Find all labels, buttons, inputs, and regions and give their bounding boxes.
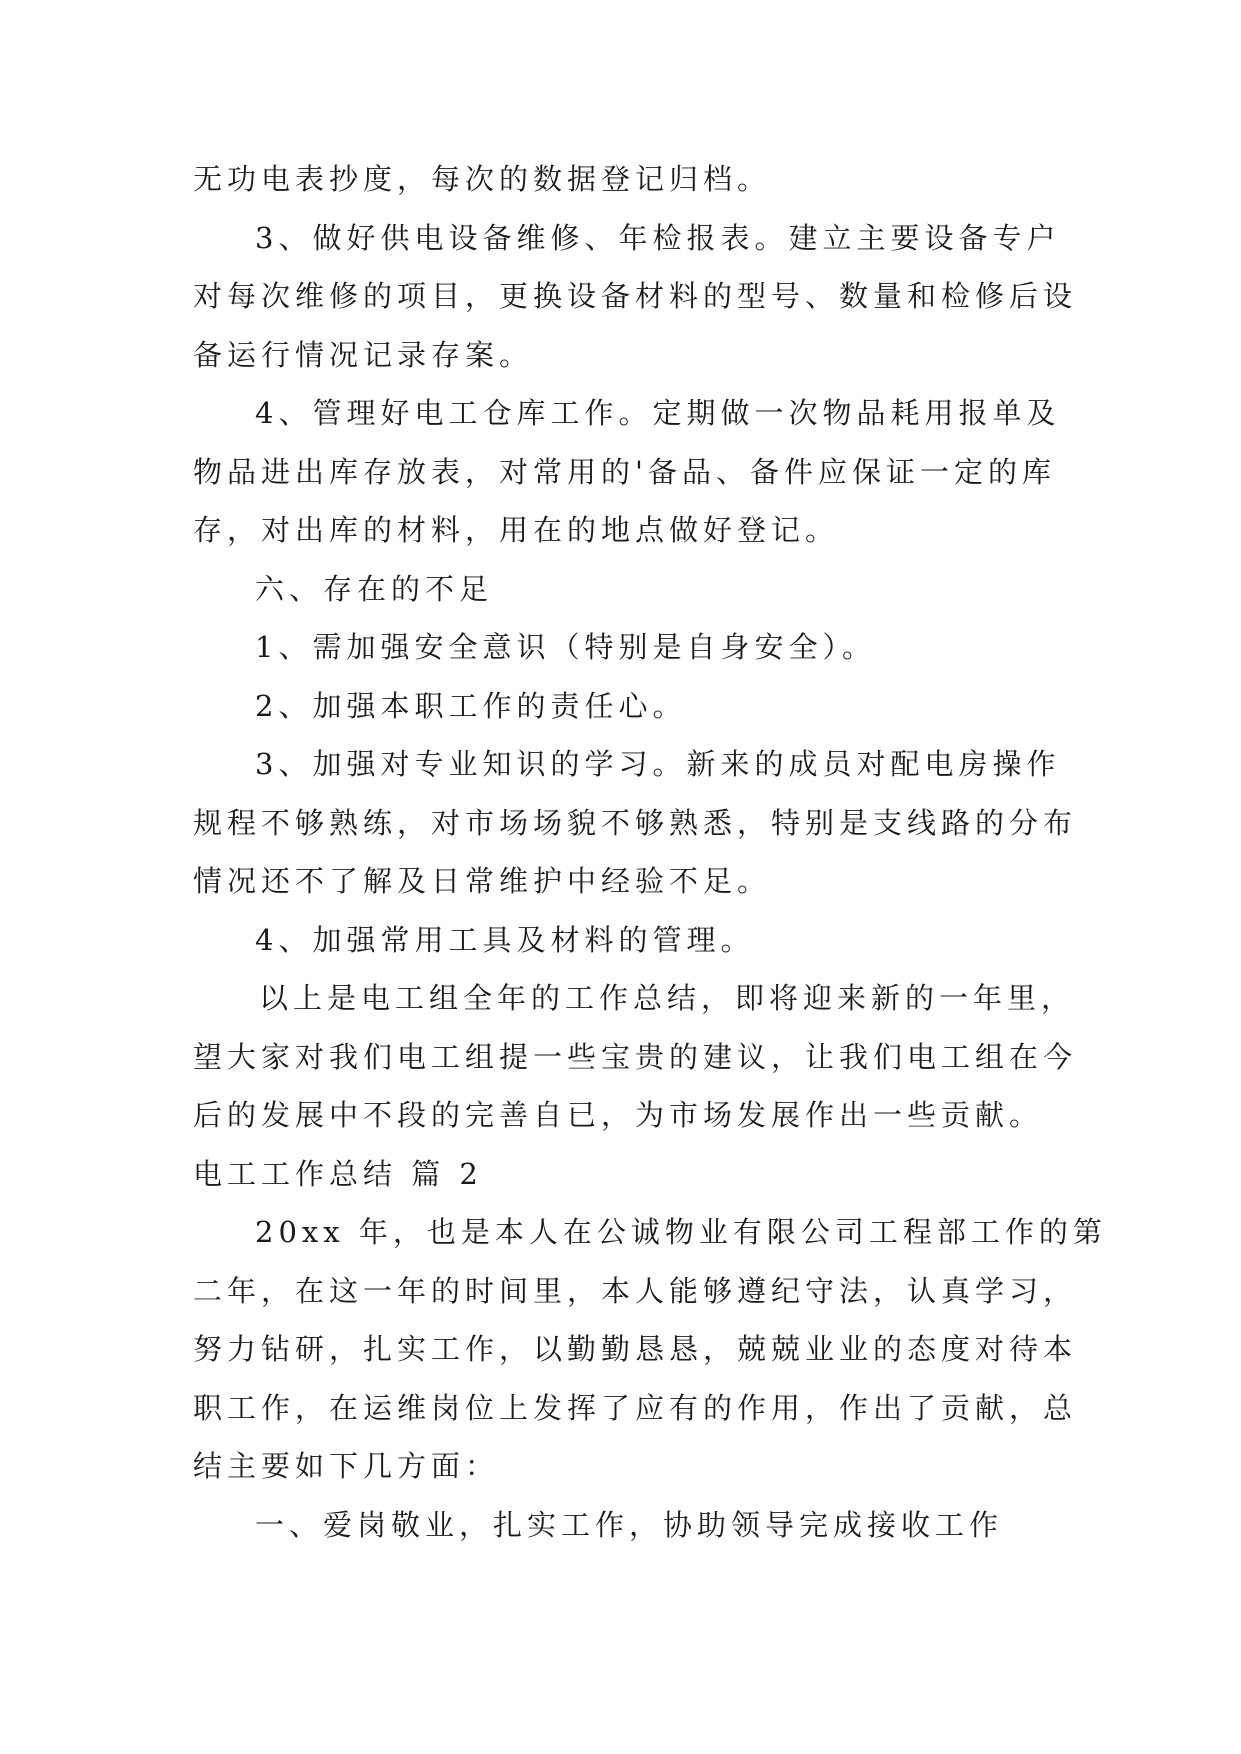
text-line: 备运行情况记录存案。 xyxy=(193,337,534,372)
text-line: 物品进出库存放表，对常用的'备品、备件应保证一定的库 xyxy=(193,454,1056,489)
text-line: 二年，在这一年的时间里，本人能够遵纪守法，认真学习， xyxy=(193,1273,1078,1308)
text-line: 存，对出库的材料，用在的地点做好登记。 xyxy=(193,513,840,547)
section-heading: 六、存在的不足 xyxy=(255,571,494,606)
text-line: 1、需加强安全意识（特别是自身安全）。 xyxy=(255,630,876,664)
text-line: 望大家对我们电工组提一些宝贵的建议，让我们电工组在今 xyxy=(193,1039,1078,1074)
text-line: 4、加强常用工具及材料的管理。 xyxy=(255,922,755,957)
document-body xyxy=(193,150,1107,1554)
text-line: 职工作，在运维岗位上发挥了应有的作用，作出了贡献，总 xyxy=(193,1390,1078,1425)
text-line: 规程不够熟练，对市场场貌不够熟悉，特别是支线路的分布 xyxy=(193,805,1078,840)
article-title: 电工工作总结 篇 2 xyxy=(193,1156,483,1191)
text-line: 情况还不了解及日常维护中经验不足。 xyxy=(193,864,772,898)
text-line: 3、加强对专业知识的学习。新来的成员对配电房操作 xyxy=(255,747,1061,781)
section-heading: 一、爱岗敬业，扎实工作，协助领导完成接收工作 xyxy=(255,1507,1004,1542)
text-line: 4、管理好电工仓库工作。定期做一次物品耗用报单及 xyxy=(255,396,1061,430)
text-line: 2、加强本职工作的责任心。 xyxy=(255,688,687,723)
text-line: 3、做好供电设备维修、年检报表。建立主要设备专户 xyxy=(255,220,1061,255)
text-line: 20xx 年，也是本人在公诚物业有限公司工程部工作的第 xyxy=(255,1215,1107,1249)
text-line: 以上是电工组全年的工作总结，即将迎来新的一年里， xyxy=(259,981,1076,1015)
text-line: 对每次维修的项目，更换设备材料的型号、数量和检修后设 xyxy=(193,279,1078,313)
text-line: 后的发展中不段的完善自已，为市场发展作出一些贡献。 xyxy=(193,1098,1044,1132)
text-line: 结主要如下几方面： xyxy=(193,1449,500,1483)
text-line: 无功电表抄度，每次的数据登记归档。 xyxy=(193,162,772,196)
text-line: 努力钻研，扎实工作，以勤勤恳恳，兢兢业业的态度对待本 xyxy=(193,1332,1078,1366)
